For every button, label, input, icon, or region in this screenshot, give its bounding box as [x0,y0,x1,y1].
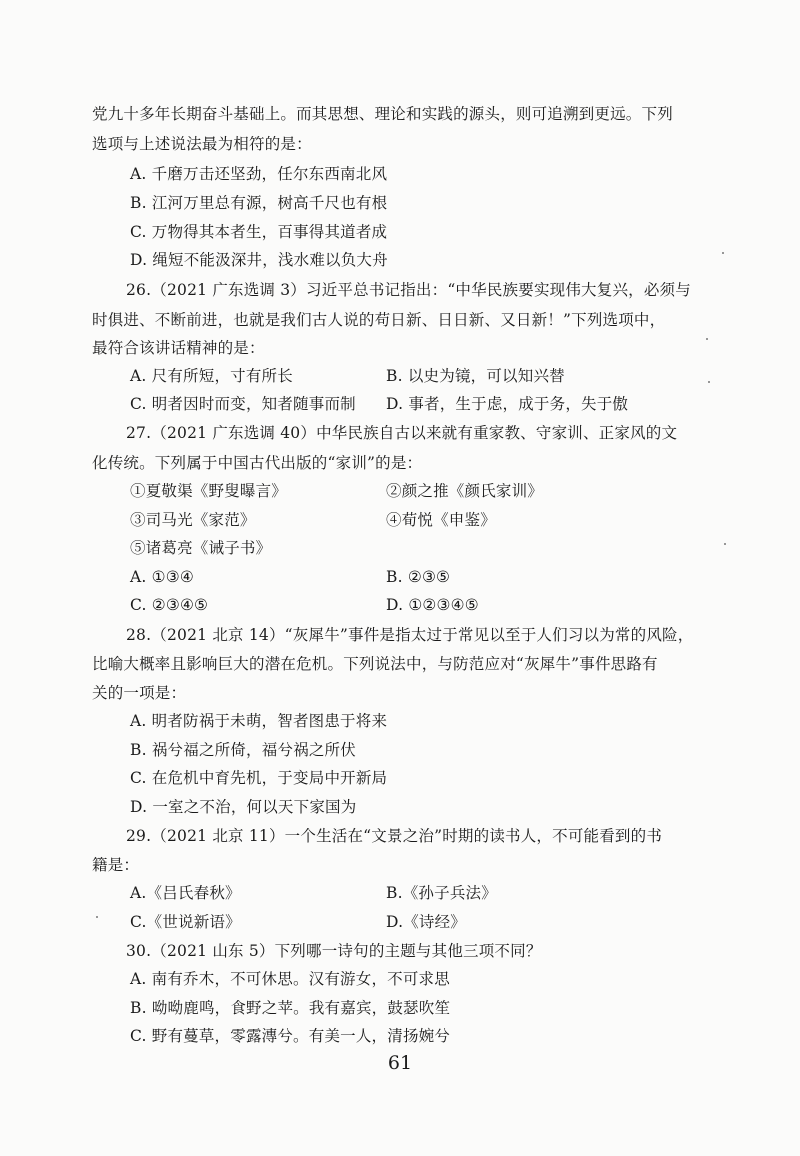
option-a: A. 明者防祸于未萌，智者图患于将来 [130,712,388,730]
option-b: B. 祸兮福之所倚，福兮祸之所伏 [130,741,356,759]
option-d: D. 一室之不治，何以天下家国为 [130,798,357,816]
option-d: D.《诗经》 [386,913,467,931]
page-number: 61 [387,1052,413,1074]
list-item: ①夏敬渠《野叟曝言》 [130,482,288,500]
list-item: ⑤诸葛亮《诫子书》 [130,539,272,557]
question-28-line: 比喻大概率且影响巨大的潜在危机。下列说法中，与防范应对“灰犀牛”事件思路有 [92,655,658,673]
option-c: C. 在危机中育先机，于变局中开新局 [130,769,388,787]
option-c: C. 明者因时而变，知者随事而制 [130,395,356,413]
question-30-line: 30.（2021 山东 5）下列哪一诗句的主题与其他三项不同？ [126,942,542,960]
question-27-line: 化传统。下列属于中国古代出版的“家训”的是： [92,454,423,472]
question-27-line: 27.（2021 广东选调 40）中华民族自古以来就有重家教、守家训、正家风的文 [126,424,678,442]
paragraph-line: 党九十多年长期奋斗基础上。而其思想、理论和实践的源头，则可追溯到更远。下列 [92,105,673,123]
option-c: C. 野有蔓草，零露漙兮。有美一人，清扬婉兮 [130,1027,451,1045]
paragraph-line: 选项与上述说法最为相符的是： [92,135,312,153]
list-item: ③司马光《家范》 [130,511,256,529]
option-a: A. 尺有所短，寸有所长 [130,367,293,385]
list-item: ④荀悦《申鉴》 [386,511,496,529]
scan-speck [708,381,710,383]
question-26-line: 时俱进、不断前进，也就是我们古人说的苟日新、日日新、又日新！”下列选项中， [92,311,666,329]
option-b: B.《孙子兵法》 [386,884,497,902]
scan-speck [722,252,724,254]
option-d: D. ①②③④⑤ [386,596,479,614]
option-a: A. 南有乔木，不可休思。汉有游女，不可求思 [130,970,450,988]
question-29-line: 29.（2021 北京 11）一个生活在“文景之治”时期的读书人，不可能看到的书 [126,827,663,845]
list-item: ②颜之推《颜氏家训》 [386,482,544,500]
option-b: B. 江河万里总有源，树高千尺也有根 [130,194,388,212]
question-28-line: 关的一项是： [92,684,187,702]
option-a: A. ①③④ [130,568,194,586]
question-29-line: 籍是： [92,856,140,874]
question-26-line: 26.（2021 广东选调 3）习近平总书记指出：“中华民族要实现伟大复兴，必须与 [126,281,691,299]
question-26-line: 最符合该讲话精神的是： [92,339,265,357]
option-a: A.《吕氏春秋》 [130,884,241,902]
option-d: D. 事者，生于虑，成于务，失于傲 [386,395,629,413]
option-b: B. 以史为镜，可以知兴替 [386,367,565,385]
option-c: C. 万物得其本者生，百事得其道者成 [130,223,388,241]
question-28-line: 28.（2021 北京 14）“灰犀牛”事件是指太过于常见以至于人们习以为常的风险， [126,626,694,644]
option-c: C. ②③④⑤ [130,596,209,614]
scan-speck [706,338,708,340]
option-d: D. 绳短不能汲深井，浅水难以负大舟 [130,251,388,269]
option-b: B. 呦呦鹿鸣，食野之苹。我有嘉宾，鼓瑟吹笙 [130,999,451,1017]
option-a: A. 千磨万击还坚劲，任尔东西南北风 [130,165,388,183]
option-b: B. ②③⑤ [386,568,451,586]
scan-speck [724,543,726,545]
option-c: C.《世说新语》 [130,913,241,931]
scan-speck [96,916,98,918]
